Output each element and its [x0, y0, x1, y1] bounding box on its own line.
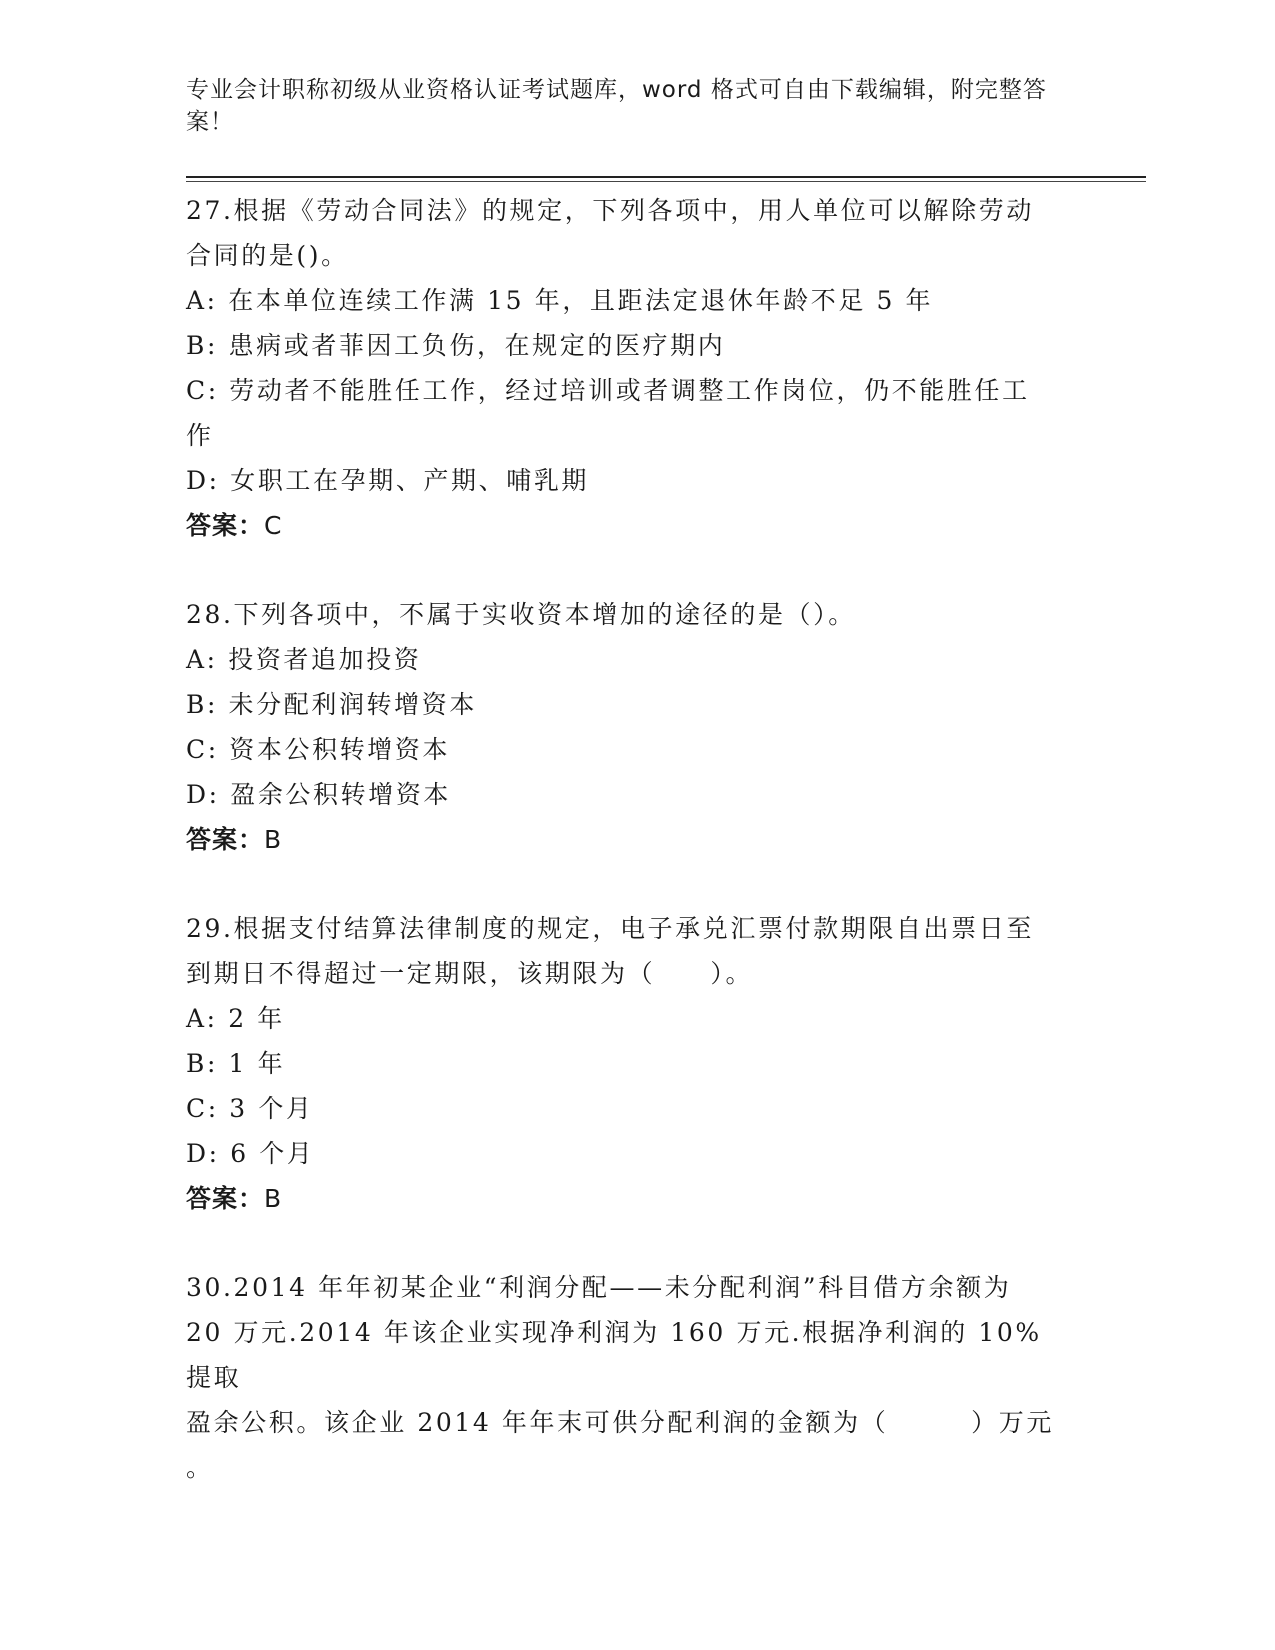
question-stem-line: 。	[186, 1453, 214, 1482]
option-line: B: 1 年	[186, 1049, 286, 1078]
answer-label: 答案：	[186, 511, 265, 540]
answer-line	[186, 503, 1066, 548]
document-header	[186, 74, 1066, 138]
question-stem-line: 盈余公积。该企业 2014 年年末可供分配利润的金额为（ ）万元	[186, 1408, 1054, 1437]
header-line-1: 专业会计职称初级从业资格认证考试题库，word 格式可自由下载编辑，附完整答	[186, 77, 1047, 103]
option-line: C: 3 个月	[186, 1094, 314, 1123]
header-rule-thick	[186, 176, 1146, 178]
question-stem-line: 30.2014 年年初某企业“利润分配——未分配利润”科目借方余额为	[186, 1273, 1012, 1302]
answer-label: 答案：	[186, 1184, 265, 1213]
header-rule-thin	[186, 181, 1146, 182]
option-line: D: 盈余公积转增资本	[186, 780, 452, 809]
answer-label: 答案：	[186, 825, 265, 854]
question-stem-line: 29.根据支付结算法律制度的规定，电子承兑汇票付款期限自出票日至	[186, 914, 1034, 943]
header-line-2: 案！	[186, 109, 234, 135]
option-line: C: 资本公积转增资本	[186, 735, 451, 764]
answer-value: B	[264, 825, 283, 854]
option-line: A: 在本单位连续工作满 15 年，且距法定退休年龄不足 5 年	[186, 286, 934, 315]
answer-value: C	[264, 511, 283, 540]
question-stem-line: 到期日不得超过一定期限，该期限为（ ）。	[186, 959, 754, 988]
question-block	[186, 1265, 1066, 1490]
option-line: A: 2 年	[186, 1004, 285, 1033]
question-stem-line: 合同的是()。	[186, 241, 349, 270]
option-line: A: 投资者追加投资	[186, 645, 422, 674]
question-list	[186, 188, 1066, 1534]
option-line: D: 6 个月	[186, 1139, 315, 1168]
question-stem-line: 20 万元.2014 年该企业实现净利润为 160 万元.根据净利润的 10%提取	[186, 1318, 1042, 1392]
answer-value: B	[264, 1184, 283, 1213]
question-stem-line: 28.下列各项中，不属于实收资本增加的途径的是（）。	[186, 600, 856, 629]
question-block	[186, 188, 1066, 548]
question-block	[186, 906, 1066, 1221]
answer-line	[186, 817, 1066, 862]
question-block	[186, 592, 1066, 862]
option-line: 作	[186, 421, 214, 450]
option-line: B: 未分配利润转增资本	[186, 690, 477, 719]
question-stem-line: 27.根据《劳动合同法》的规定，下列各项中，用人单位可以解除劳动	[186, 196, 1034, 225]
option-line: B: 患病或者菲因工负伤，在规定的医疗期内	[186, 331, 726, 360]
answer-line	[186, 1176, 1066, 1221]
option-line: D: 女职工在孕期、产期、哺乳期	[186, 466, 590, 495]
option-line: C: 劳动者不能胜任工作，经过培训或者调整工作岗位，仍不能胜任工	[186, 376, 1030, 405]
